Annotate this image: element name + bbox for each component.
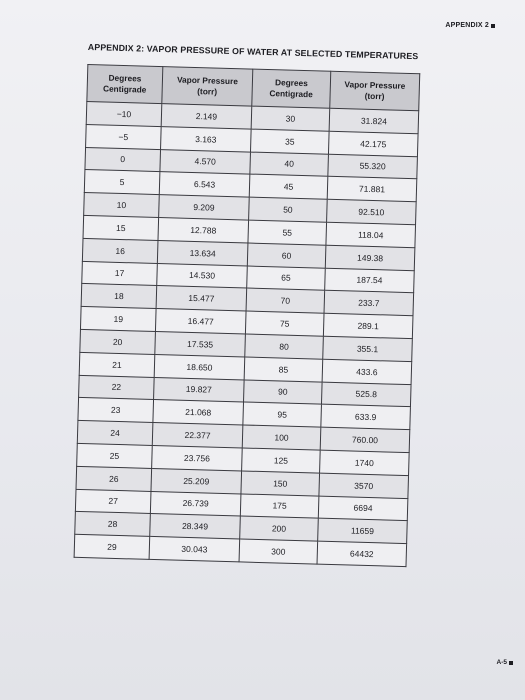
table-cell: 525.8 [321,382,411,407]
table-body [74,101,419,566]
table-cell: 175 [240,493,319,518]
table-cell: 300 [239,539,318,564]
table-cell: 22.377 [152,423,243,448]
table-cell: 13.634 [157,240,248,265]
table-cell: 30.043 [149,537,240,562]
header-line: Degrees [108,72,142,84]
table-cell: 18.650 [154,354,245,379]
table-cell: 20 [80,329,156,354]
table-cell: 125 [242,448,321,473]
table-cell: 42.175 [328,131,418,156]
table-cell: 23.756 [152,445,243,470]
table-cell: 0 [85,147,161,172]
table-cell: 433.6 [322,359,412,384]
table-cell: 16 [82,238,158,263]
table-cell: 23 [78,398,154,423]
table-cell: 90 [243,380,322,405]
page-number-text: A-5 [496,659,507,666]
table-cell: 65 [247,266,326,291]
table-cell: 95 [243,402,322,427]
table-cell: 70 [246,288,325,313]
header-line: Vapor Pressure [344,79,406,91]
table-cell: 16.477 [155,309,246,334]
header-line: Vapor Pressure [176,74,239,87]
table-cell: 118.04 [326,222,416,247]
table-cell: 760.00 [320,427,410,452]
table-cell: 75 [245,311,324,336]
table-cell: 100 [242,425,321,450]
table-cell: 71.881 [327,177,417,202]
header-degrees-centigrade-2 [252,69,331,108]
table-cell: 17 [82,261,158,286]
table-cell: 6.543 [159,172,250,197]
table-cell: 289.1 [323,313,413,338]
table-cell: 3.163 [161,126,252,151]
table-cell: 22 [79,375,155,400]
table-cell: 60 [247,243,326,268]
header-line: Centigrade [269,88,313,100]
header-vapor-pressure-1 [162,67,253,106]
table-cell: 6694 [318,496,408,521]
table-cell: 27 [75,489,151,514]
table-cell: 28.349 [150,514,241,539]
table-cell: 26.739 [150,491,241,516]
table-cell: 150 [241,471,320,496]
table-cell: 80 [245,334,324,359]
table-cell: 10 [84,193,160,218]
table-cell: 30 [251,106,330,131]
table-cell: 4.570 [160,149,251,174]
table-cell: 15.477 [156,286,247,311]
header-degrees-centigrade-1 [87,65,163,104]
table-cell: 35 [251,129,330,154]
table-cell: 14.530 [157,263,248,288]
table-cell: 31.824 [329,108,419,133]
header-line: (torr) [364,90,385,102]
running-head-text: APPENDIX 2 [445,22,489,29]
table-cell: 15 [83,215,159,240]
table-cell: 5 [84,170,160,195]
table-cell: 200 [240,516,319,541]
table-cell: 19.827 [154,377,245,402]
table-cell: 17.535 [155,331,246,356]
page-number [497,659,513,666]
header-line: Degrees [274,77,308,89]
table-cell: 233.7 [324,291,414,316]
table-cell: 21 [79,352,155,377]
table-cell: 12.788 [158,218,249,243]
vapor-pressure-table [74,64,421,567]
table-cell: 40 [250,152,329,177]
table-cell: 45 [249,174,328,199]
header-vapor-pressure-2 [330,71,420,110]
table-cell: 149.38 [325,245,415,270]
page-title: APPENDIX 2: VAPOR PRESSURE OF WATER AT SELECTED TEMPERATURES [87,42,419,62]
table-cell: 50 [249,197,328,222]
header-line: (torr) [197,86,218,97]
square-bullet-icon [491,24,495,28]
table-cell: −5 [86,124,162,149]
table-cell: 28 [75,512,151,537]
table-cell: 64432 [317,541,407,566]
table-cell: 187.54 [325,268,415,293]
table-cell: 29 [74,534,150,559]
table-cell: 25.209 [151,468,242,493]
table-cell: 21.068 [153,400,244,425]
appendix-content [74,42,438,568]
table-cell: 85 [244,357,323,382]
table-cell: 355.1 [323,336,413,361]
table-cell: −10 [86,101,162,126]
header-line: Centigrade [102,83,147,95]
running-head [445,22,495,29]
table-cell: 19 [80,307,156,332]
square-bullet-icon [509,661,513,665]
table-cell: 18 [81,284,157,309]
table-cell: 92.510 [327,199,417,224]
table-cell: 55.320 [328,154,418,179]
table-cell: 26 [76,466,152,491]
table-cell: 25 [77,443,153,468]
table-cell: 633.9 [321,405,411,430]
table-cell: 3570 [319,473,409,498]
table-cell: 9.209 [159,195,250,220]
table-cell: 55 [248,220,327,245]
table-cell: 2.149 [161,104,252,129]
table-cell: 1740 [320,450,410,475]
table-cell: 24 [77,421,153,446]
table-cell: 11659 [318,518,408,543]
